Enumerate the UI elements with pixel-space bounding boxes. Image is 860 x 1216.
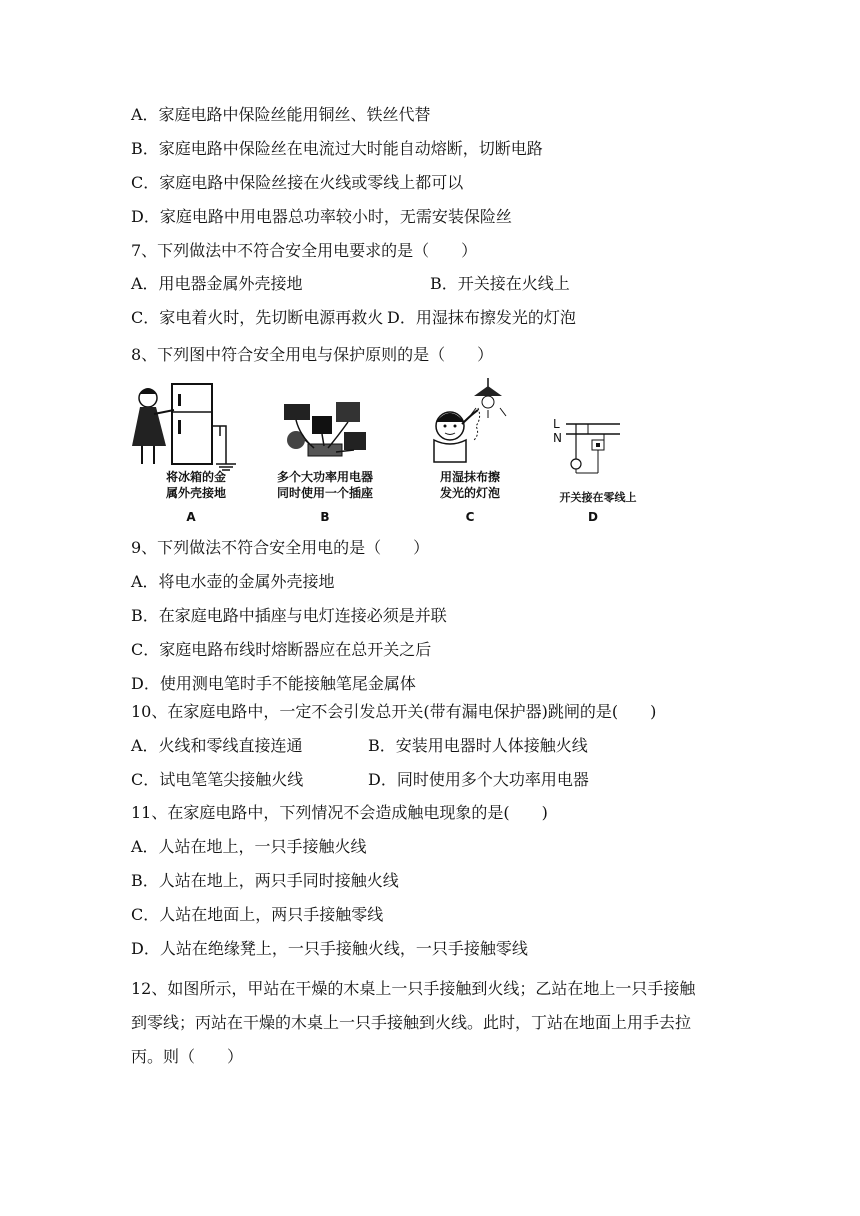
q10-option-c: C．试电笔笔尖接触火线 <box>131 770 304 789</box>
q12-line1: 12、如图所示，甲站在干燥的木桌上一只手接触到火线；乙站在地上一只手接触 <box>131 979 696 998</box>
q9-option-a: A．将电水壶的金属外壳接地 <box>131 572 335 591</box>
line-n-label: N <box>553 431 562 445</box>
q7-option-b: B．开关接在火线上 <box>430 274 570 293</box>
q7-option-a: A．用电器金属外壳接地 <box>131 274 303 293</box>
q11-stem: 11、在家庭电路中，下列情况不会造成触电现象的是( ) <box>131 803 548 822</box>
q8-stem: 8、下列图中符合安全用电与保护原则的是（ ） <box>131 345 494 364</box>
refrigerator-grounding-illustration <box>128 376 243 471</box>
q9-option-d: D．使用测电笔时手不能接触笔尾金属体 <box>131 674 416 693</box>
q8-figure-row <box>128 376 638 526</box>
q7-option-c: C．家电着火时，先切断电源再救火 <box>131 308 384 327</box>
figure-b-label: B <box>320 510 330 524</box>
q9-option-c: C．家庭电路布线时熔断器应在总开关之后 <box>131 640 432 659</box>
q6-option-c: C．家庭电路中保险丝接在火线或零线上都可以 <box>131 173 464 192</box>
q11-option-a: A．人站在地上，一只手接触火线 <box>131 837 367 856</box>
figure-a-caption-line2: 属外壳接地 <box>165 486 226 500</box>
q6-option-b: B．家庭电路中保险丝在电流过大时能自动熔断，切断电路 <box>131 139 543 158</box>
q12-line3: 丙。则（ ） <box>131 1047 244 1066</box>
figure-c-caption-line2: 发光的灯泡 <box>439 486 500 500</box>
figure-d-label: D <box>588 510 598 524</box>
q12-line2: 到零线；丙站在干燥的木桌上一只手接触到火线。此时，丁站在地面上用手去拉 <box>131 1013 692 1032</box>
q9-stem: 9、下列做法不符合安全用电的是（ ） <box>131 538 430 557</box>
figure-b-caption-line1: 多个大功率用电器 <box>276 470 373 484</box>
q7-option-d: D．用湿抹布擦发光的灯泡 <box>387 308 576 327</box>
wet-cloth-bulb-illustration <box>420 378 510 470</box>
q7-stem: 7、下列做法中不符合安全用电要求的是（ ） <box>131 241 478 260</box>
switch-on-neutral-circuit-diagram <box>562 420 622 476</box>
q6-option-d: D．家庭电路中用电器总功率较小时，无需安装保险丝 <box>131 207 512 226</box>
q10-option-a: A．火线和零线直接连通 <box>131 736 303 755</box>
q9-option-b: B．在家庭电路中插座与电灯连接必须是并联 <box>131 606 447 625</box>
q10-option-d: D．同时使用多个大功率用电器 <box>368 770 589 789</box>
q11-option-d: D．人站在绝缘凳上，一只手接触火线，一只手接触零线 <box>131 939 528 958</box>
q10-stem: 10、在家庭电路中，一定不会引发总开关(带有漏电保护器)跳闸的是( ) <box>131 702 657 721</box>
q11-option-c: C．人站在地面上，两只手接触零线 <box>131 905 384 924</box>
figure-c-label: C <box>465 510 475 524</box>
line-l-label: L <box>553 417 560 431</box>
overloaded-socket-illustration <box>278 396 373 466</box>
q11-option-b: B．人站在地上，两只手同时接触火线 <box>131 871 399 890</box>
figure-c-caption-line1: 用湿抹布擦 <box>439 470 500 484</box>
figure-b-caption-line2: 同时使用一个插座 <box>276 486 373 500</box>
q10-option-b: B．安装用电器时人体接触火线 <box>368 736 588 755</box>
q6-option-a: A．家庭电路中保险丝能用铜丝、铁丝代替 <box>131 105 431 124</box>
figure-d-caption: 开关接在零线上 <box>559 491 637 504</box>
figure-a-label: A <box>186 510 196 524</box>
figure-a-caption-line1: 将冰箱的金 <box>165 470 226 484</box>
